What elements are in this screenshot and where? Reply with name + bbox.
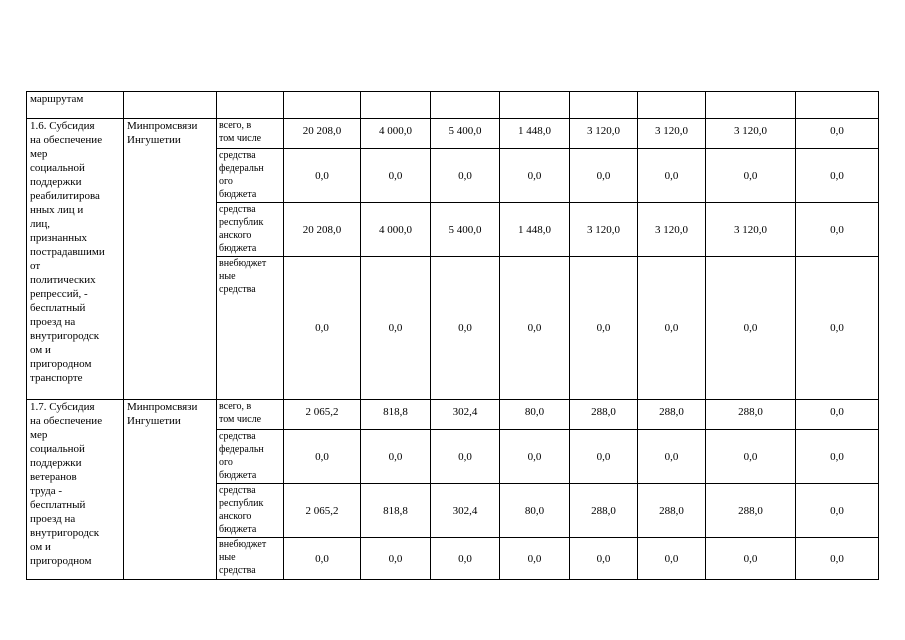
funding-source-text-line: всего, в	[219, 401, 252, 412]
empty-cell	[570, 92, 638, 119]
amount-cell: 0,0	[284, 149, 361, 203]
amount-cell: 0,0	[570, 538, 638, 580]
executor	[124, 400, 217, 580]
funding-source-text	[219, 257, 281, 296]
amount-cell: 0,0	[706, 257, 796, 400]
funding-source-text	[219, 400, 281, 426]
funding-source-text	[219, 430, 281, 482]
amount-cell: 0,0	[796, 484, 879, 538]
measure-name-text-line: политических	[30, 274, 96, 286]
funding-source-text-line: средства	[219, 150, 256, 161]
amount-cell: 3 120,0	[570, 119, 638, 149]
measure-name-text-line: пострадавшими	[30, 246, 105, 258]
amount-cell: 1 448,0	[500, 119, 570, 149]
funding-source-text-line: бюджета	[219, 189, 257, 200]
amount-cell: 0,0	[638, 149, 706, 203]
funding-source-text-line: ные	[219, 271, 236, 282]
amount-cell: 0,0	[796, 257, 879, 400]
measure-name-text-line: проезд на	[30, 513, 76, 525]
amount-cell: 4 000,0	[361, 119, 431, 149]
empty-cell	[124, 92, 217, 119]
empty-cell	[361, 92, 431, 119]
amount-cell: 0,0	[796, 538, 879, 580]
funding-source-text-line: ные	[219, 552, 236, 563]
measure-name-text-line: признанных	[30, 232, 88, 244]
funding-source-text-line: ого	[219, 457, 233, 468]
amount-cell: 2 065,2	[284, 400, 361, 430]
amount-cell: 0,0	[500, 257, 570, 400]
amount-cell: 818,8	[361, 400, 431, 430]
amount-cell: 302,4	[431, 484, 500, 538]
amount-cell: 2 065,2	[284, 484, 361, 538]
funding-source-text-line: всего, в	[219, 120, 252, 131]
measure-name-text	[30, 119, 120, 385]
measure-row	[27, 119, 879, 149]
empty-cell	[500, 92, 570, 119]
measure-name-text-line: 1.7. Субсидия	[30, 401, 95, 413]
funding-source-text-line: средства	[219, 204, 256, 215]
funding-source-text	[219, 149, 281, 201]
measure-name-text-line: ветеранов	[30, 471, 77, 483]
measure-name-text-line: на обеспечение	[30, 415, 103, 427]
amount-cell: 818,8	[361, 484, 431, 538]
executor-text-line: Минпромсвязи	[127, 120, 198, 132]
amount-cell: 3 120,0	[706, 119, 796, 149]
measure-name-text-line: пригородном	[30, 358, 92, 370]
measure-name-text-line: труда -	[30, 485, 62, 497]
funding-source-text-line: анского	[219, 230, 252, 241]
amount-cell: 0,0	[706, 538, 796, 580]
measure-row	[27, 400, 879, 430]
measure-name-text-line: пригородном	[30, 555, 92, 567]
amount-cell: 0,0	[500, 538, 570, 580]
measure-name-text-line: бесплатный	[30, 302, 86, 314]
amount-cell: 0,0	[638, 538, 706, 580]
executor-text-line: Ингушетии	[127, 415, 181, 427]
measure-name-text-line: поддержки	[30, 176, 82, 188]
continuation-label: маршрутам	[27, 92, 124, 119]
amount-cell: 1 448,0	[500, 203, 570, 257]
amount-cell: 0,0	[570, 149, 638, 203]
measure-name-text-line: репрессий, -	[30, 288, 88, 300]
empty-cell	[431, 92, 500, 119]
amount-cell: 0,0	[638, 430, 706, 484]
executor-text	[127, 119, 213, 147]
amount-cell: 3 120,0	[706, 203, 796, 257]
measure-name-text-line: на обеспечение	[30, 134, 103, 146]
amount-cell: 0,0	[361, 149, 431, 203]
measure-name-text-line: 1.6. Субсидия	[30, 120, 95, 132]
amount-cell: 0,0	[570, 257, 638, 400]
continuation-row	[27, 92, 879, 119]
funding-source-text-line: анского	[219, 511, 252, 522]
executor-text-line: Минпромсвязи	[127, 401, 198, 413]
measure-name-text-line: реабилитирова	[30, 190, 100, 202]
funding-source-text	[219, 538, 281, 577]
measure-name-text-line: поддержки	[30, 457, 82, 469]
funding-source-text-line: средства	[219, 565, 256, 576]
amount-cell: 288,0	[706, 400, 796, 430]
amount-cell: 0,0	[284, 538, 361, 580]
funding-source-text-line: средства	[219, 485, 256, 496]
amount-cell: 5 400,0	[431, 119, 500, 149]
measure-name-text-line: нных лиц и	[30, 204, 84, 216]
funding-source-text-line: федеральн	[219, 444, 264, 455]
measure-name-text-line: социальной	[30, 443, 85, 455]
amount-cell: 20 208,0	[284, 119, 361, 149]
amount-cell: 0,0	[361, 430, 431, 484]
funding-source-text	[219, 203, 281, 255]
amount-cell: 0,0	[284, 430, 361, 484]
funding-source	[217, 430, 284, 484]
funding-source-text-line: федеральн	[219, 163, 264, 174]
amount-cell: 0,0	[361, 538, 431, 580]
funding-source-text	[219, 119, 281, 145]
amount-cell: 80,0	[500, 400, 570, 430]
funding-source	[217, 257, 284, 400]
amount-cell: 0,0	[431, 257, 500, 400]
amount-cell: 302,4	[431, 400, 500, 430]
amount-cell: 0,0	[706, 149, 796, 203]
measure-name-text-line: социальной	[30, 162, 85, 174]
measure-name-text	[30, 400, 120, 568]
funding-source	[217, 400, 284, 430]
measure-name-text-line: мер	[30, 148, 48, 160]
measure-name-text-line: бесплатный	[30, 499, 86, 511]
funding-source-text-line: средства	[219, 284, 256, 295]
measure-name-text-line: внутригородск	[30, 527, 100, 539]
empty-cell	[796, 92, 879, 119]
funding-source-text-line: бюджета	[219, 524, 257, 535]
funding-source	[217, 538, 284, 580]
measure-name-text-line: проезд на	[30, 316, 76, 328]
funding-source	[217, 484, 284, 538]
amount-cell: 0,0	[796, 119, 879, 149]
executor	[124, 119, 217, 400]
amount-cell: 3 120,0	[570, 203, 638, 257]
measure-name-text-line: ом и	[30, 344, 51, 356]
amount-cell: 4 000,0	[361, 203, 431, 257]
funding-source-text-line: республик	[219, 498, 264, 509]
funding-source-text-line: бюджета	[219, 470, 257, 481]
measure-name-text-line: мер	[30, 429, 48, 441]
amount-cell: 0,0	[706, 430, 796, 484]
measure-name-text-line: ом и	[30, 541, 51, 553]
amount-cell: 5 400,0	[431, 203, 500, 257]
funding-source	[217, 119, 284, 149]
funding-source-text-line: том числе	[219, 414, 262, 425]
funding-source-text	[219, 484, 281, 536]
amount-cell: 0,0	[361, 257, 431, 400]
amount-cell: 0,0	[500, 149, 570, 203]
executor-text	[127, 400, 213, 428]
amount-cell: 0,0	[796, 149, 879, 203]
measure-name-text-line: лиц,	[30, 218, 51, 230]
empty-cell	[706, 92, 796, 119]
amount-cell: 0,0	[570, 430, 638, 484]
funding-source	[217, 149, 284, 203]
measure-name	[27, 119, 124, 400]
amount-cell: 0,0	[796, 203, 879, 257]
funding-source-text-line: том числе	[219, 133, 262, 144]
funding-source-text-line: ого	[219, 176, 233, 187]
measure-name-text-line: транспорте	[30, 372, 83, 384]
measure-name-text-line: от	[30, 260, 41, 272]
funding-source-text-line: внебюджет	[219, 539, 267, 550]
amount-cell: 0,0	[638, 257, 706, 400]
amount-cell: 288,0	[570, 484, 638, 538]
amount-cell: 0,0	[431, 430, 500, 484]
amount-cell: 3 120,0	[638, 119, 706, 149]
amount-cell: 80,0	[500, 484, 570, 538]
amount-cell: 20 208,0	[284, 203, 361, 257]
funding-source-text-line: бюджета	[219, 243, 257, 254]
funding-source	[217, 203, 284, 257]
amount-cell: 288,0	[638, 400, 706, 430]
amount-cell: 0,0	[796, 430, 879, 484]
measure-name	[27, 400, 124, 580]
funding-source-text-line: внебюджет	[219, 258, 267, 269]
amount-cell: 0,0	[431, 538, 500, 580]
amount-cell: 288,0	[706, 484, 796, 538]
budget-table	[26, 91, 879, 580]
amount-cell: 0,0	[284, 257, 361, 400]
empty-cell	[284, 92, 361, 119]
amount-cell: 0,0	[431, 149, 500, 203]
amount-cell: 3 120,0	[638, 203, 706, 257]
amount-cell: 288,0	[638, 484, 706, 538]
amount-cell: 288,0	[570, 400, 638, 430]
executor-text-line: Ингушетии	[127, 134, 181, 146]
empty-cell	[217, 92, 284, 119]
funding-source-text-line: республик	[219, 217, 264, 228]
measure-name-text-line: внутригородск	[30, 330, 100, 342]
measures-body	[27, 119, 879, 580]
empty-cell	[638, 92, 706, 119]
amount-cell: 0,0	[796, 400, 879, 430]
funding-source-text-line: средства	[219, 431, 256, 442]
amount-cell: 0,0	[500, 430, 570, 484]
